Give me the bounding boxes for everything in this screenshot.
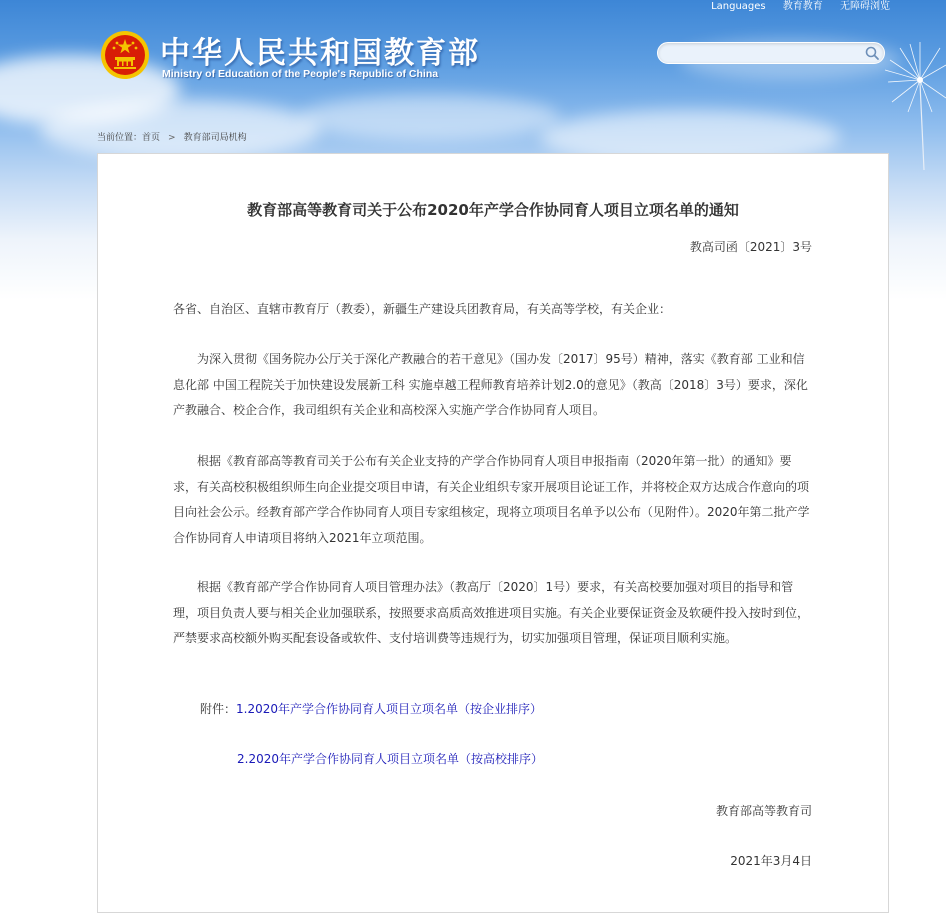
attachment-line-1 [200, 700, 542, 717]
search-box [657, 42, 885, 64]
breadcrumb-home-link[interactable]: 首页 [142, 133, 161, 143]
breadcrumb-prefix: 当前位置： [97, 133, 143, 143]
attachment-line-2 [237, 750, 543, 767]
salutation: 各省、自治区、直辖市教育厅（教委），新疆生产建设兵团教育局，有关高等学校，有关企业： [173, 302, 672, 316]
attachments-label: 附件： [200, 702, 237, 716]
top-links [697, 0, 890, 12]
breadcrumb-department-link[interactable]: 教育部司局机构 [183, 133, 247, 143]
article-title: 教育部高等教育司关于公布2020年产学合作协同育人项目立项名单的通知 [247, 201, 739, 219]
document-number: 教高司函〔2021〕3号 [689, 240, 812, 254]
breadcrumb-separator: > [168, 133, 176, 143]
accessibility-link[interactable]: 无障碍浏览 [840, 1, 890, 12]
dandelion-decoration-icon [880, 40, 946, 170]
paragraph-2: 根据《教育部高等教育司关于公布有关企业支持的产学合作协同育人项目申报指南（2020年第一批）的通知》要求，有关高校积极组织师生向企业提交项目申请，有关企业组织专家开展项目论证工作，并将校企双方达成合作意向的项目向社会公示。经教育部产学合作协同育人项目专家组核定，现将立项项目名单予以公布（见附件）。2020年第二批产学合作协同育人申请项目将纳入2021年立项范围。 [173, 454, 810, 545]
search-icon[interactable] [864, 45, 880, 61]
signer: 教育部高等教育司 [715, 804, 812, 818]
site-subtitle: Ministry of Education of the People's Republic of China [162, 68, 439, 80]
attachment-link-by-university[interactable]: 2.2020年产学合作协同育人项目立项名单（按高校排序） [237, 752, 543, 766]
paragraph-3: 根据《教育部产学合作协同育人项目管理办法》（教高厅〔2020〕1号）要求，有关高校要加强对项目的指导和管理，项目负责人要与相关企业加强联系，按照要求高质高效推进项目实施。有关企业要保证资金及软硬件投入按时到位，严禁要求高校额外购买配套设备或软件、支付培训费等违规行为，切实加强项目管理，保证项目顺利实施。 [173, 580, 810, 645]
attachment-link-by-company[interactable]: 1.2020年产学合作协同育人项目立项名单（按企业排序） [236, 702, 543, 716]
breadcrumb [97, 130, 247, 143]
publish-date: 2021年3月4日 [730, 854, 812, 868]
languages-link[interactable]: Languages [711, 1, 766, 12]
search-input[interactable] [658, 44, 865, 66]
site-title[interactable]: 中华人民共和国教育部 [160, 36, 480, 71]
paragraph-1: 为深入贯彻《国务院办公厅关于深化产教融合的若干意见》（国办发〔2017〕95号）精神，落实《教育部 工业和信息化部 中国工程院关于加快建设发展新工科 实施卓越工程师教育培养计划2.0的意见》（教高〔2018〕3号）要求，深化产教融合、校企合作，我司组织有关企业和高校深入实施产学合作协同育人项目。 [173, 352, 808, 417]
article-panel [97, 153, 889, 913]
national-emblem-icon [100, 30, 150, 80]
edu-link[interactable]: 教育教育 [782, 1, 823, 12]
